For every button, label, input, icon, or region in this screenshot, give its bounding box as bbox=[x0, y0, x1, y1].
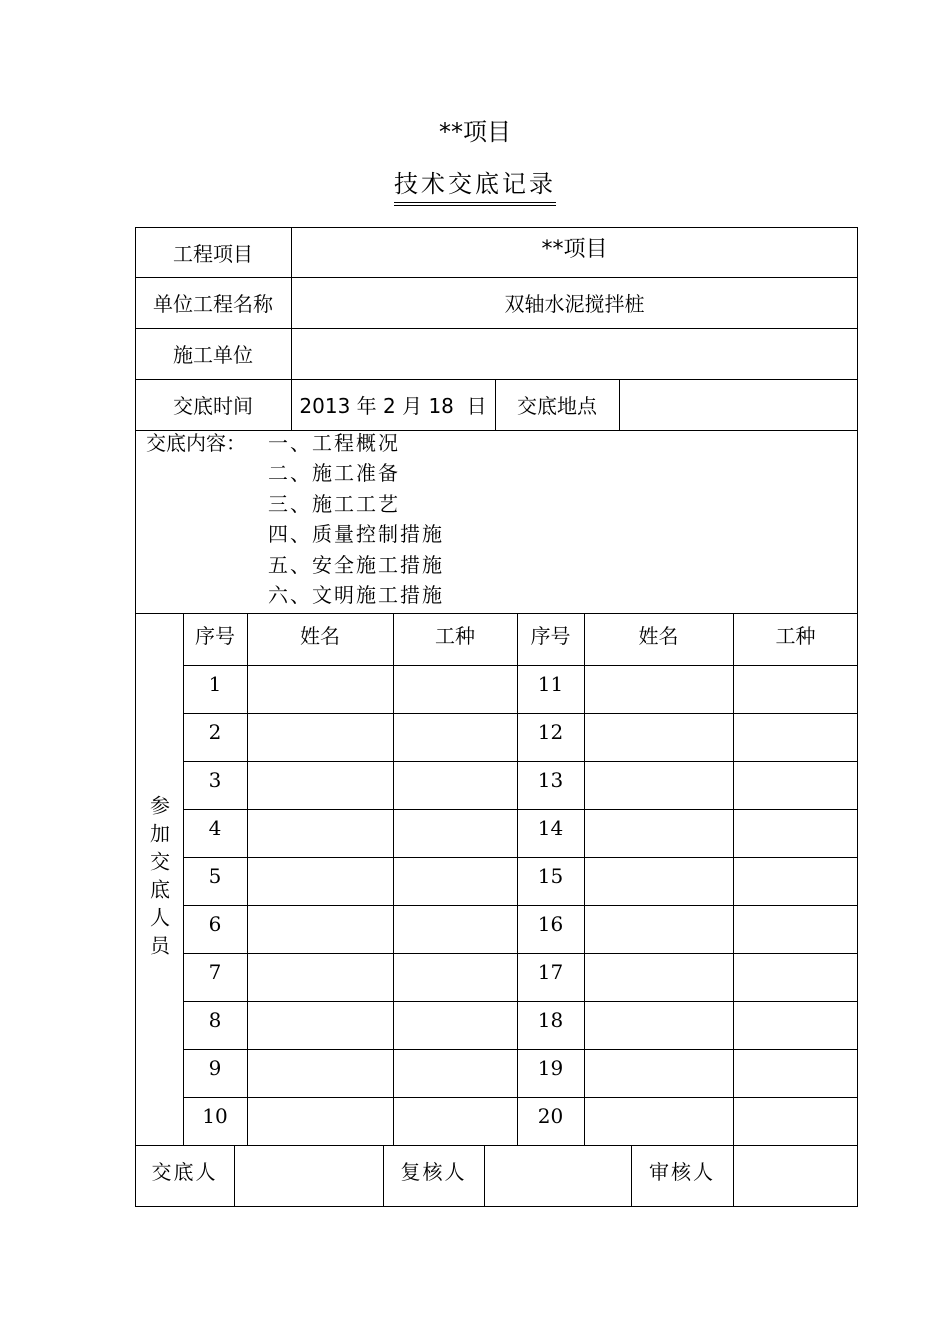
content-item: 六、文明施工措施 bbox=[268, 583, 444, 608]
project-value: **项目 bbox=[541, 236, 608, 262]
col-header-name: 姓名 bbox=[300, 623, 340, 648]
col-header-no-2: 序号 bbox=[530, 623, 571, 648]
auditor-label: 审核人 bbox=[649, 1159, 715, 1184]
project-label: 工程项目 bbox=[173, 241, 253, 266]
row-number: 18 bbox=[537, 1008, 564, 1032]
content-item: 四、质量控制措施 bbox=[268, 522, 444, 547]
row-number: 12 bbox=[537, 720, 564, 744]
construction-unit-label: 施工单位 bbox=[173, 343, 253, 367]
col-header-trade: 工种 bbox=[435, 623, 475, 648]
briefer-label: 交底人 bbox=[151, 1159, 218, 1184]
row-number: 11 bbox=[537, 672, 564, 696]
content-item: 五、安全施工措施 bbox=[268, 552, 444, 577]
row-number: 2 bbox=[208, 720, 222, 744]
row-number: 6 bbox=[208, 912, 222, 936]
unit-project-label: 单位工程名称 bbox=[153, 292, 273, 316]
row-number: 10 bbox=[202, 1104, 228, 1128]
row-number: 17 bbox=[537, 960, 564, 984]
document-title-text: 技术交底记录 bbox=[394, 168, 556, 206]
place-value bbox=[619, 379, 858, 430]
content-item: 三、施工工艺 bbox=[268, 491, 400, 516]
content-list bbox=[268, 428, 444, 610]
row-number: 20 bbox=[537, 1104, 564, 1128]
time-label: 交底时间 bbox=[173, 394, 253, 418]
construction-unit-value bbox=[291, 328, 858, 379]
reviewer-label: 复核人 bbox=[400, 1159, 467, 1184]
document-title bbox=[0, 168, 950, 206]
row-number: 14 bbox=[537, 816, 564, 840]
row-number: 9 bbox=[208, 1056, 222, 1080]
row-number: 16 bbox=[537, 912, 564, 936]
row-number: 5 bbox=[208, 864, 222, 888]
row-number: 8 bbox=[208, 1008, 222, 1032]
row-number: 15 bbox=[537, 864, 564, 888]
content-label: 交底内容： bbox=[146, 431, 246, 455]
place-label: 交底地点 bbox=[517, 394, 597, 418]
project-title: **项目 bbox=[439, 118, 511, 146]
col-header-no: 序号 bbox=[195, 623, 235, 648]
row-number: 7 bbox=[208, 960, 222, 984]
participants-side-label: 参加交底人员 bbox=[146, 795, 171, 963]
row-number: 3 bbox=[208, 768, 222, 792]
row-number: 1 bbox=[208, 672, 222, 696]
content-item: 一、工程概况 bbox=[268, 431, 400, 455]
unit-project-value: 双轴水泥搅拌桩 bbox=[504, 292, 645, 316]
col-header-trade-2: 工种 bbox=[775, 623, 816, 648]
row-number: 19 bbox=[537, 1056, 564, 1080]
time-value: 2013 年 2 月 18 日 bbox=[299, 394, 487, 418]
col-header-name-2: 姓名 bbox=[638, 623, 679, 648]
row-number: 13 bbox=[537, 768, 564, 792]
content-item: 二、施工准备 bbox=[268, 461, 400, 486]
row-number: 4 bbox=[208, 816, 222, 840]
